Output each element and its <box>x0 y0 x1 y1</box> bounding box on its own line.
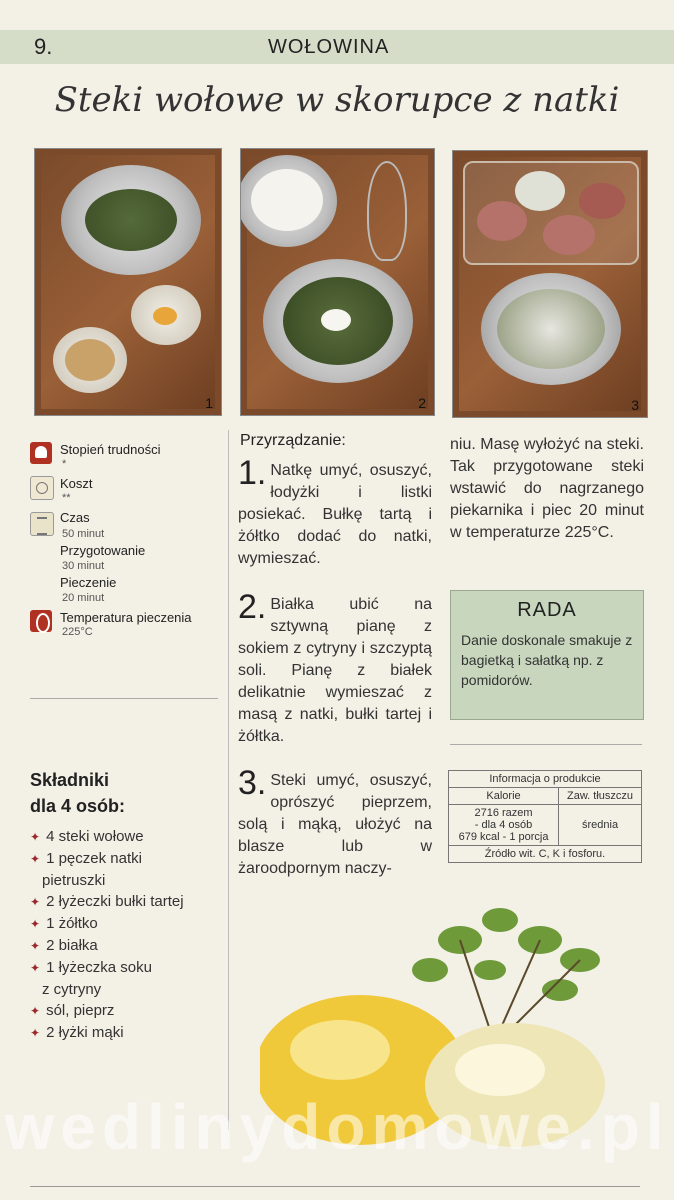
step-number: 3. <box>238 764 267 802</box>
bottom-rule <box>30 1186 640 1187</box>
list-item: z cytryny <box>42 981 102 998</box>
step-3-continued: niu. Masę wyłożyć na steki. Tak przygotowane steki wstawić do nagrzanego piekarnika i piec 20 minut w temperaturze 225°C. <box>450 436 644 541</box>
photo-step-1 <box>34 148 222 416</box>
chef-hat-icon <box>30 442 52 464</box>
list-item: ✦ 1 pęczek natki <box>30 850 142 867</box>
photo-step-2 <box>240 148 435 416</box>
tip-box <box>450 590 644 720</box>
list-item: ✦ 2 białka <box>30 937 98 954</box>
watermark: wedlinydomowe.pl <box>4 1091 670 1163</box>
difficulty-label: Stopień trudności <box>60 442 161 457</box>
ingredients-subtitle: dla 4 osób: <box>30 796 126 816</box>
step-1: 1. Natkę umyć, osuszyć, łodyżki i listki posiekać. Bułkę tartą i żółtko dodać do natki, wymieszać. <box>238 454 432 567</box>
time-value: 50 minut <box>62 528 105 540</box>
cost-icon <box>30 476 54 500</box>
photo-step-3 <box>452 150 648 418</box>
tip-text: Danie doskonale smakuje z bagietką i sałatką np. z pomidorów. <box>461 632 633 688</box>
divider <box>30 698 218 699</box>
photo-number: 2 <box>418 395 426 411</box>
temp-value: 225°C <box>62 626 93 638</box>
list-item: pietruszki <box>42 872 106 889</box>
prep-label: Przygotowanie <box>60 543 146 558</box>
cost-label: Koszt <box>60 476 93 491</box>
step-number: 2. <box>238 588 267 626</box>
step-3: 3. Steki umyć, osuszyć, oprószyć pieprzem, solą i mąką, ułożyć na blasze lub w żaroodpornym naczy- <box>238 764 432 877</box>
list-item: ✦ 1 żółtko <box>30 915 98 932</box>
step-number: 1. <box>238 454 267 492</box>
ingredients-list <box>30 826 230 1044</box>
cost-value: ** <box>62 492 71 504</box>
list-item: ✦ 2 łyżeczki bułki tartej <box>30 893 184 910</box>
thermometer-icon <box>30 610 52 632</box>
recipe-title: Steki wołowe w skorupce z natki <box>54 80 620 120</box>
temp-label: Temperatura pieczenia <box>60 610 192 625</box>
section-title: WOŁOWINA <box>268 36 390 58</box>
bake-value: 20 minut <box>62 592 105 604</box>
list-item: ✦ sól, pieprz <box>30 1002 115 1019</box>
list-item: ✦ 1 łyżeczka soku <box>30 959 152 976</box>
photo-number: 1 <box>205 395 213 411</box>
calories-cell: 2716 razem - dla 4 osób 679 kcal - 1 porcja <box>449 805 559 846</box>
hourglass-icon <box>30 512 54 536</box>
table-title: Informacja o produkcie <box>449 771 642 788</box>
time-label: Czas <box>60 510 90 525</box>
bake-label: Pieczenie <box>60 575 117 590</box>
step-2: 2. Białka ubić na sztywną pianę z sokiem z cytryny i szczyptą soli. Pianę z białek delikatnie wymieszać z masą z natki, bułki tartej i żółtka. <box>238 588 432 745</box>
table-header: Zaw. tłuszczu <box>559 788 642 805</box>
prep-value: 30 minut <box>62 560 105 572</box>
preparation-heading: Przyrządzanie: <box>240 432 346 449</box>
divider <box>450 744 642 745</box>
product-info-table <box>448 770 642 863</box>
table-header: Kalorie <box>449 788 559 805</box>
list-item: ✦ 2 łyżki mąki <box>30 1024 124 1041</box>
ingredients-title: Składniki <box>30 770 110 790</box>
source-note: Źródło wit. C, K i fosforu. <box>449 846 642 863</box>
difficulty-value: * <box>62 458 67 470</box>
fat-cell: średnia <box>559 805 642 846</box>
list-item: ✦ 4 steki wołowe <box>30 828 144 845</box>
page-number: 9. <box>34 34 53 59</box>
column-rule <box>228 430 229 1130</box>
tip-title: RADA <box>517 599 577 621</box>
photo-number: 3 <box>631 397 639 413</box>
